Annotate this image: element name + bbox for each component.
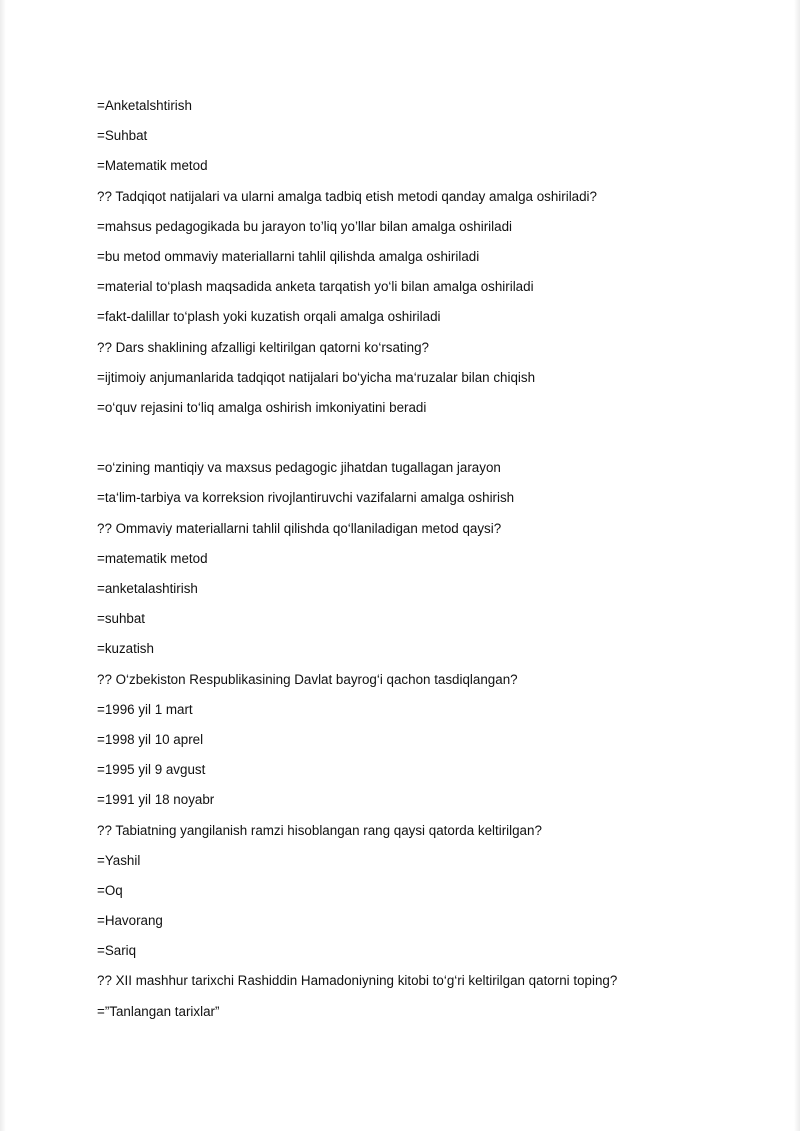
text-line: =fakt-dalillar to‘plash yoki kuzatish orqali amalga oshiriladi xyxy=(97,309,441,325)
question-line: ?? XII mashhur tarixchi Rashiddin Hamadoniyning kitobi to‘g‘ri keltirilgan qatorni toping? xyxy=(97,973,618,989)
text-line: =ijtimoiy anjumanlarida tadqiqot natijalari bo‘yicha ma‘ruzalar bilan chiqish xyxy=(97,369,536,385)
page-edge-left xyxy=(0,0,6,1131)
question-line: ?? O‘zbekiston Respublikasining Davlat bayrog‘i qachon tasdiqlangan? xyxy=(97,671,518,687)
text-line: =Havorang xyxy=(97,913,163,929)
text-line: =anketalashtirish xyxy=(97,581,198,596)
text-line: =Matematik metod xyxy=(97,158,208,174)
text-line: =Suhbat xyxy=(97,128,148,144)
text-line: =bu metod ommaviy materiallarni tahlil qilishda amalga oshiriladi xyxy=(97,248,480,264)
text-line: =1998 yil 10 aprel xyxy=(97,731,204,747)
text-line: =1991 yil 18 noyabr xyxy=(97,792,215,808)
text-line: =”Tanlangan tarixlar” xyxy=(97,1003,220,1019)
text-line: =mahsus pedagogikada bu jarayon to’liq yo’llar bilan amalga oshiriladi xyxy=(97,218,512,234)
text-line: =material to‘plash maqsadida anketa tarqatish yo‘li bilan amalga oshiriladi xyxy=(97,279,534,295)
text-line: =1996 yil 1 mart xyxy=(97,701,193,717)
blank-line xyxy=(97,425,777,455)
text-line: =matematik metod xyxy=(97,550,208,566)
text-line: =ta‘lim-tarbiya va korreksion rivojlantiruvchi vazifalarni amalga oshirish xyxy=(97,490,515,506)
page-edge-right xyxy=(794,0,800,1131)
question-line: ?? Ommaviy materiallarni tahlil qilishda qo‘llaniladigan metod qaysi? xyxy=(97,520,502,536)
question-line: ?? Tabiatning yangilanish ramzi hisoblangan rang qaysi qatorda keltirilgan? xyxy=(97,822,542,838)
text-line: =1995 yil 9 avgust xyxy=(97,762,206,778)
text-line: =suhbat xyxy=(97,611,146,627)
text-line: =Yashil xyxy=(97,852,141,868)
text-line: =Anketalshtirish xyxy=(97,98,192,113)
question-line: ?? Tadqiqot natijalari va ularni amalga tadbiq etish metodi qanday amalga oshiriladi? xyxy=(97,188,597,204)
question-line: ?? Dars shaklining afzalligi keltirilgan qatorni ko‘rsating? xyxy=(97,339,429,355)
text-line: =kuzatish xyxy=(97,641,154,657)
text-line: =o‘zining mantiqiy va maxsus pedagogic jihatdan tugallagan jarayon xyxy=(97,460,501,476)
text-line: =o‘quv rejasini to‘liq amalga oshirish imkoniyatini beradi xyxy=(97,399,427,415)
document-text-block xyxy=(97,93,777,1029)
text-line: =Oq xyxy=(97,882,123,898)
text-line: =Sariq xyxy=(97,943,137,959)
